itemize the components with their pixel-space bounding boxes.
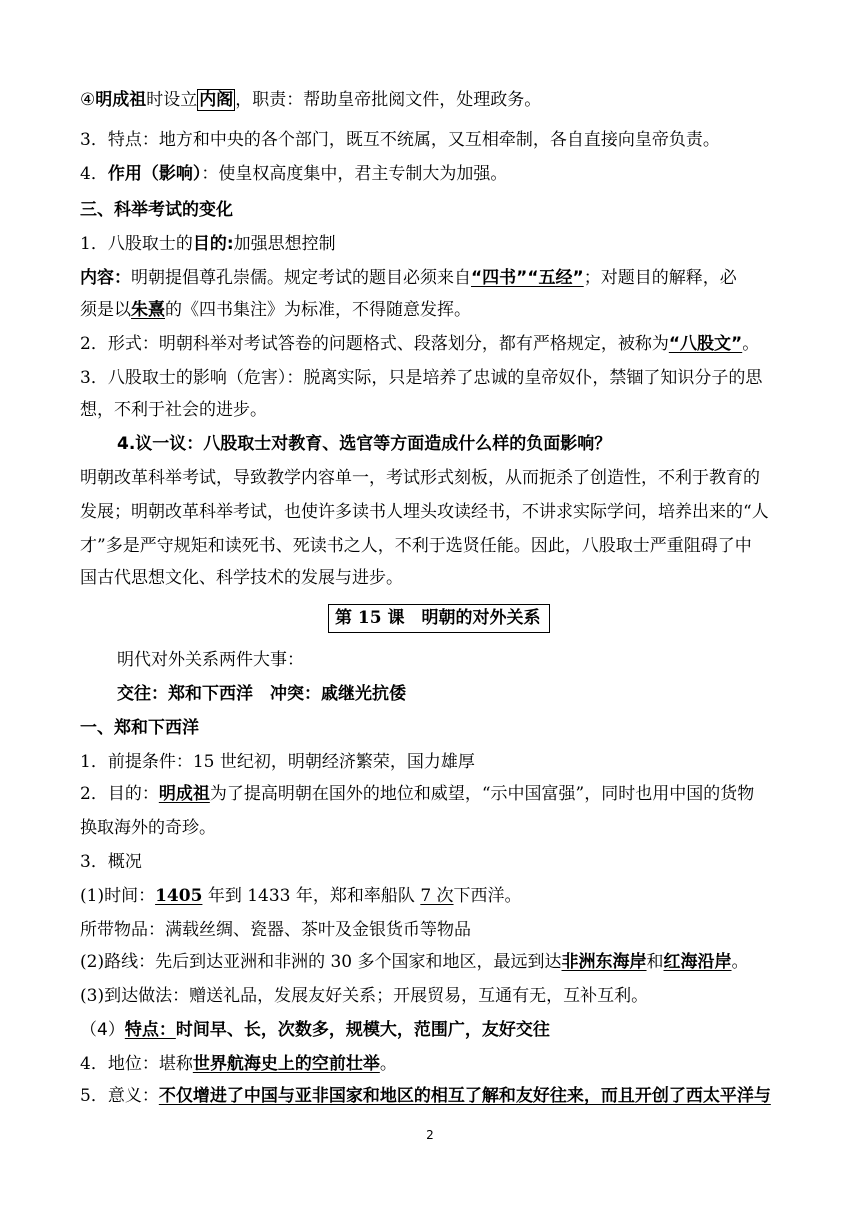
text: 。 [742, 334, 760, 354]
line-influence-1: 3．八股取士的影响（危害）：脱离实际，只是培养了忠诚的皇帝奴仆，禁锢了知识分子的思 [80, 368, 763, 388]
text: 须是以 [80, 300, 131, 320]
text: ：使皇权高度集中，君主专制大为加强。 [201, 164, 508, 184]
lesson-title: 第 15 课 明朝的对外关系 [328, 604, 550, 633]
eight-legged-essay: “八股文” [668, 334, 743, 354]
text: 5．意义： [80, 1086, 159, 1106]
answer-line-4: 国古代思想文化、科学技术的发展与进步。 [80, 568, 403, 588]
content-label: 内容： [80, 268, 131, 288]
text: ；对题目的解释，必 [583, 268, 737, 288]
east-africa-coast: 非洲东海岸 [561, 952, 647, 972]
line-characteristics [80, 1018, 550, 1042]
text: 下西洋。 [453, 886, 522, 906]
line-overview: 3．概况 [80, 852, 142, 872]
text: 2．形式：明朝科举对考试答卷的问题格式、段落划分，都有严格规定，被称为 [80, 334, 669, 354]
answer-line-3: 才”多是严守规矩和读死书、死读书之人，不利于选贤任能。因此，八股取士严重阻碍了中 [80, 536, 752, 556]
line-influence-2: 想，不利于社会的进步。 [80, 400, 267, 420]
line-form [80, 332, 759, 356]
text: (1)时间： [80, 886, 156, 906]
page-number: 2 [426, 1128, 434, 1142]
text: 年到 1433 年，郑和率船队 [202, 886, 421, 906]
text: （4） [80, 1020, 125, 1040]
year-1405: 1405 [155, 886, 203, 906]
text: 为了提高明朝在国外的地位和威望，“示中国富强”，同时也用中国的货物 [209, 784, 755, 804]
circled-number: ④ [80, 90, 96, 110]
line-practice: (3)到达做法：赠送礼品，发展友好关系；开展贸易，互通有无，互补互利。 [80, 986, 649, 1006]
effect-label: 作用（影响） [107, 164, 202, 184]
text: 时间早、长，次数多，规模大，范围广，友好交往 [175, 1020, 550, 1040]
discussion-question: 4.议一议：八股取士对教育、选官等方面造成什么样的负面影响？ [117, 434, 612, 454]
line-purpose [80, 232, 336, 256]
text: 。 [731, 952, 749, 972]
line-ming-chengzu-cabinet [80, 88, 541, 112]
line-exchange-conflict: 交往：郑和下西洋 冲突：戚继光抗倭 [117, 684, 406, 704]
emperor-name: 明成祖 [158, 784, 210, 804]
text: 的《四书集注》为标准，不得随意发挥。 [165, 300, 471, 320]
line-status [80, 1052, 397, 1076]
zhuxi-name: 朱熹 [131, 300, 165, 320]
neige-boxed-term: 内阁 [199, 90, 234, 110]
purpose-label: 目的: [192, 234, 234, 254]
unprecedented-feat: 世界航海史上的空前壮举 [192, 1054, 380, 1074]
text: 1．八股取士的 [80, 234, 193, 254]
text: 加强思想控制 [233, 234, 336, 254]
red-sea-coast: 红海沿岸 [663, 952, 732, 972]
line-zhuxi [80, 298, 471, 322]
line-content [80, 266, 737, 290]
text: 。 [379, 1054, 397, 1074]
answer-line-1: 明朝改革科举考试，导致教学内容单一，考试形式刻板，从而扼杀了创造性，不利于教育的 [80, 468, 760, 488]
text: 时设立 [146, 90, 198, 110]
line-goods: 所带物品：满载丝绸、瓷器、茶叶及金银货币等物品 [80, 920, 471, 940]
text: 和 [646, 952, 664, 972]
emperor-name: 明成祖 [95, 90, 147, 110]
line-purpose-voyage [80, 782, 754, 806]
line-effect [80, 162, 507, 186]
line-feature: 3．特点：地方和中央的各个部门，既互不统属，又互相牵制，各自直接向皇帝负责。 [80, 130, 720, 150]
text: ，职责：帮助皇帝批阅文件，处理政务。 [235, 90, 542, 110]
line-precondition: 1．前提条件：15 世纪初，明朝经济繁荣，国力雄厚 [80, 752, 475, 772]
seven-times: 7 次 [420, 886, 454, 906]
line-significance [80, 1084, 771, 1108]
characteristics-label: 特点： [124, 1020, 176, 1040]
text: 明朝提倡尊孔崇儒。规定考试的题目必须来自 [131, 268, 471, 288]
section-heading-zhenghe: 一、郑和下西洋 [80, 718, 199, 738]
section-heading-keju: 三、科举考试的变化 [80, 200, 233, 220]
line-route [80, 950, 749, 974]
line-purpose-voyage-2: 换取海外的奇珍。 [80, 818, 216, 838]
text: 4． [80, 164, 108, 184]
line-two-events: 明代对外关系两件大事： [117, 650, 304, 670]
text: 2．目的： [80, 784, 159, 804]
significance-text: 不仅增进了中国与亚非国家和地区的相互了解和友好往来，而且开创了西太平洋与 [158, 1086, 771, 1106]
line-time [80, 884, 522, 908]
four-books-five-classics: “四书”“五经” [471, 268, 584, 288]
answer-line-2: 发展；明朝改革科举考试，也使许多读书人埋头攻读经书，不讲求实际学问，培养出来的“人 [80, 502, 769, 522]
text: (2)路线：先后到达亚洲和非洲的 30 多个国家和地区，最远到达 [80, 952, 562, 972]
text: 4．地位：堪称 [80, 1054, 193, 1074]
